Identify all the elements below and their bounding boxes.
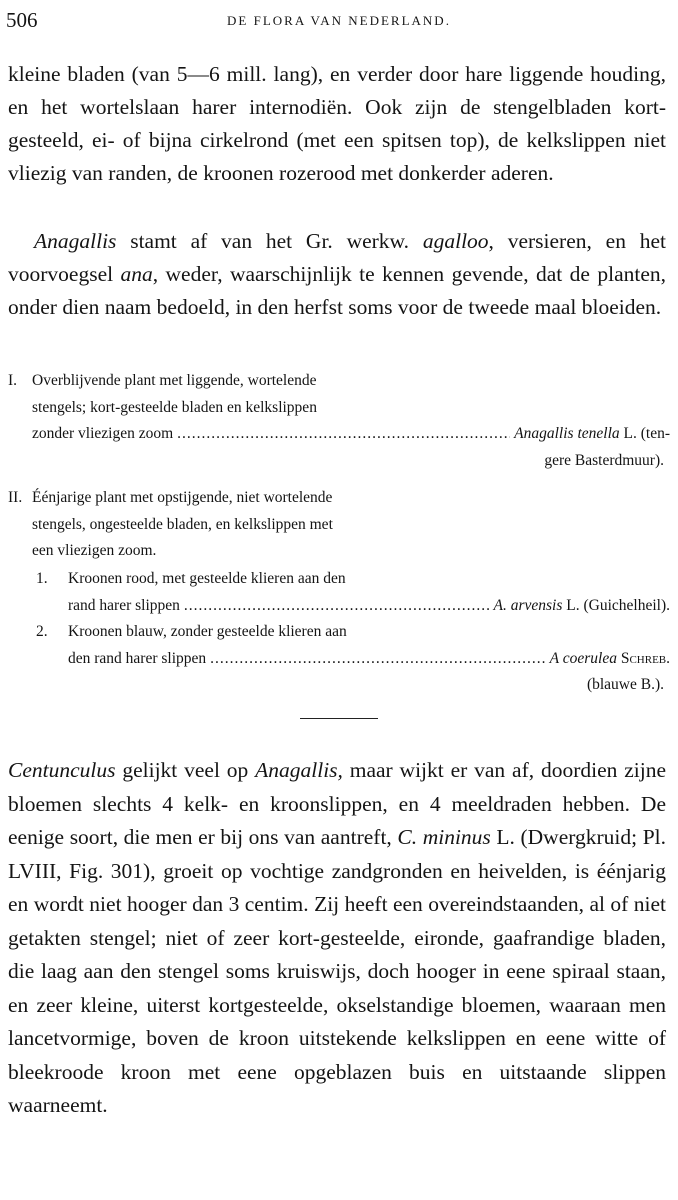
- key-number: 1.: [36, 570, 48, 587]
- paragraph-centunculus: [8, 754, 666, 1123]
- key-number: II.: [8, 489, 23, 506]
- key-result: [494, 593, 671, 620]
- etymology-text-2: , versieren, en het voorvoegsel: [8, 229, 666, 286]
- centunculus-text-3: L. (Dwergkruid; Pl. LVIII, Fig. 301), groeit op vochtige zandgronden en heivelden, is éénjarig en wordt niet hooger dan 3 centim. Zij heeft een overeindstaanden, al of niet getakten stengel; niet of zeer kort-gesteelde, eironde, gaafrandige bladen, die laag aan den stengel soms kruiswijs, doch hooger in eene spiraal staan, en zeer kleine, uiterst kortgesteelde, okselstandige bloemen, waaraan men lancetvormige, boven de kroon uitstekende kelkslippen en eene witte of bleekroode kroon met eene opgeblazen buis en uitstaande slippen waarneemt.: [8, 825, 667, 1117]
- species-name: C. mininus: [397, 825, 491, 849]
- species-name: Anagallis tenella: [514, 425, 620, 442]
- genus-name: Anagallis: [34, 229, 117, 253]
- key-line: stengels; kort-gesteelde bladen en kelkslippen: [32, 398, 317, 416]
- paragraph-etymology: [8, 225, 666, 324]
- dot-leader: [177, 421, 510, 448]
- running-header: DE FLORA VAN NEDERLAND.: [227, 13, 451, 28]
- species-name: A coerulea: [549, 649, 617, 667]
- dot-leader: [210, 646, 546, 673]
- etymology-text-1: stamt af van het Gr. werkw.: [116, 229, 423, 253]
- genus-name: Anagallis,: [255, 758, 343, 782]
- key-number: 2.: [36, 623, 48, 640]
- key-leader-line: [32, 421, 670, 448]
- dot-leader: [184, 593, 490, 620]
- key-leader-line: [68, 593, 670, 620]
- species-name: A. arvensis: [493, 596, 563, 614]
- key-result: [550, 646, 670, 673]
- key-entry-1: [8, 368, 670, 474]
- key-line: den rand harer slippen: [68, 649, 207, 667]
- species-author: L. (Guichelheil).: [562, 596, 670, 614]
- key-line: Overblijvende plant met liggende, wortelende: [32, 372, 317, 389]
- key-result: [514, 421, 670, 448]
- key-line: zonder vliezigen zoom: [32, 425, 174, 442]
- key-line: Éénjarige plant met opstijgende, niet wortelende: [32, 489, 333, 506]
- centunculus-text-1: gelijkt veel op: [115, 758, 256, 782]
- etymology-text-3: , weder, waarschijnlijk te kennen gevende, dat de planten, onder dien naam bedoeld, in den herfst soms voor de tweede maal bloeiden.: [8, 262, 667, 319]
- section-divider: [300, 718, 378, 719]
- key-entry-2-2: [8, 619, 670, 699]
- key-leader-line: [68, 646, 670, 673]
- key-result-continued: (blauwe B.).: [586, 676, 664, 693]
- page-number: 506: [6, 8, 38, 32]
- key-number: I.: [8, 372, 18, 389]
- key-line: Kroonen blauw, zonder gesteelde klieren aan: [68, 623, 347, 640]
- key-line: Kroonen rood, met gesteelde klieren aan den: [68, 570, 346, 587]
- centunculus-text-2: maar wijkt er van af, doordien zijne bloemen slechts 4 kelk- en kroonslippen, en 4 meeldraden hebben. De eenige soort, die men er bij ons van aantreft,: [8, 758, 666, 849]
- key-entry-2: [8, 485, 670, 565]
- species-author: Schreb.: [616, 649, 670, 667]
- paragraph-continuation: [8, 58, 666, 190]
- key-entry-2-1: [8, 566, 670, 619]
- greek-word: agalloo: [422, 229, 489, 253]
- key-line: rand harer slippen: [68, 596, 180, 614]
- key-result-continued: gere Basterdmuur).: [544, 451, 664, 469]
- key-line: een vliezigen zoom.: [32, 542, 157, 559]
- prefix-word: ana: [120, 262, 153, 286]
- key-line: stengels, ongesteelde bladen, en kelkslippen met: [32, 515, 333, 533]
- genus-name: Centunculus: [8, 758, 116, 782]
- paragraph-1-text: kleine bladen (van 5—6 mill. lang), en verder door hare liggende houding, en het wortelslaan harer internodiën. Ook zijn de stengelbladen kort-gesteeld, ei- of bijna cirkelrond (met een spitsen top), de kelkslippen niet vliezig van randen, de kroonen rozerood met donkerder aderen.: [8, 62, 666, 185]
- page-header: [0, 8, 678, 32]
- species-author: L. (ten-: [619, 425, 670, 442]
